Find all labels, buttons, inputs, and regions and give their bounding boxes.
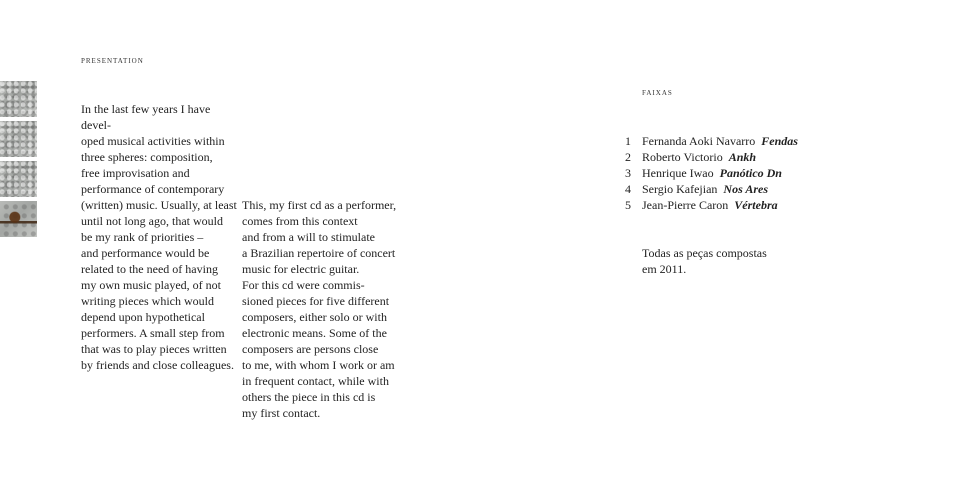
thumbnail-strip xyxy=(0,81,37,241)
track-number: 2 xyxy=(625,150,631,164)
stone-texture-image xyxy=(0,81,37,117)
track-item xyxy=(625,133,798,149)
track-composer: Fernanda Aoki Navarro xyxy=(642,134,756,148)
track-item xyxy=(625,181,798,197)
track-composer: Henrique Iwao xyxy=(642,166,714,180)
figure-on-stone-image xyxy=(0,201,37,237)
track-composer: Jean-Pierre Caron xyxy=(642,198,729,212)
track-title: Fendas xyxy=(761,134,798,148)
track-composer: Roberto Victorio xyxy=(642,150,723,164)
stone-texture-image xyxy=(0,161,37,197)
track-number: 5 xyxy=(625,198,631,212)
track-item xyxy=(625,165,798,181)
track-title: Panótico Dn xyxy=(719,166,782,180)
faixas-heading: faixas xyxy=(642,87,673,98)
track-title: Vértebra xyxy=(734,198,778,212)
stone-texture-image xyxy=(0,121,37,157)
track-title: Nos Ares xyxy=(723,182,768,196)
track-number: 4 xyxy=(625,182,631,196)
track-item xyxy=(625,149,798,165)
presentation-heading: presentation xyxy=(81,55,144,66)
track-item xyxy=(625,197,798,213)
composition-year-note: Todas as peças compostas em 2011. xyxy=(642,246,767,276)
track-composer: Sergio Kafejian xyxy=(642,182,718,196)
track-list xyxy=(625,133,798,213)
track-number: 3 xyxy=(625,166,631,180)
track-title: Ankh xyxy=(728,150,757,164)
presentation-text-column-2: This, my first cd as a performer, comes from this context and from a will to stimulate a Brazilian repertoire of concert music for electric guitar. For this cd were commis- sioned pieces for five different composers, either solo or with electronic means. Some of the composers are persons close to me, with whom I work or am in frequent contact, while with others the piece in this cd is my first contact. xyxy=(242,198,397,420)
track-number: 1 xyxy=(625,134,631,148)
presentation-text-column-1: In the last few years I have devel- oped musical activities within three spheres: composition, free improvisation and performance of contemporary (written) music. Usually, at least until not long ago, that would be my rank of priorities – and performance would be related to the need of having my own music played, of not writing pieces which would depend upon hypothetical performers. A small step from that was to play pieces written by friends and close colleagues. xyxy=(81,102,237,372)
